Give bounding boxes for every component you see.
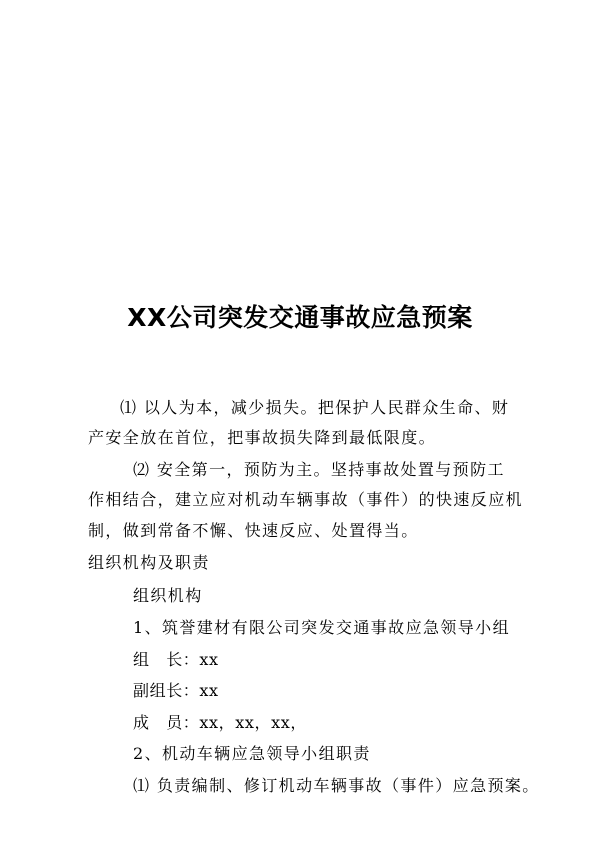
- section-heading-organization: 组织机构及职责: [88, 553, 210, 572]
- principle-2-line-2: 作相结合，建立应对机动车辆事故（事件）的快速反应机: [88, 490, 524, 509]
- principle-2-line-1: ⑵ 安全第一，预防为主。坚持事故处置与预防工: [133, 460, 505, 479]
- deputy-leader-line: 副组长：xx: [133, 681, 219, 700]
- group-leader-line: 组 长：xx: [133, 650, 219, 669]
- subheading-organization: 组织机构: [133, 586, 203, 605]
- principle-1-line-1: ⑴ 以人为本，减少损失。把保护人民群众生命、财: [120, 398, 510, 417]
- members-line: 成 员：xx，xx，xx，: [133, 713, 307, 732]
- principle-2-line-3: 制，做到常备不懈、快速反应、处置得当。: [88, 521, 419, 540]
- duty-1-line: ⑴ 负责编制、修订机动车辆事故（事件）应急预案。: [133, 776, 540, 795]
- principle-1-line-2: 产安全放在首位，把事故损失降到最低限度。: [88, 428, 437, 447]
- document-title: XX公司突发交通事故应急预案: [127, 303, 473, 332]
- item-group-duties: 2、机动车辆应急领导小组职责: [133, 744, 371, 763]
- item-leading-group: 1、筑誉建材有限公司突发交通事故应急领导小组: [133, 618, 510, 637]
